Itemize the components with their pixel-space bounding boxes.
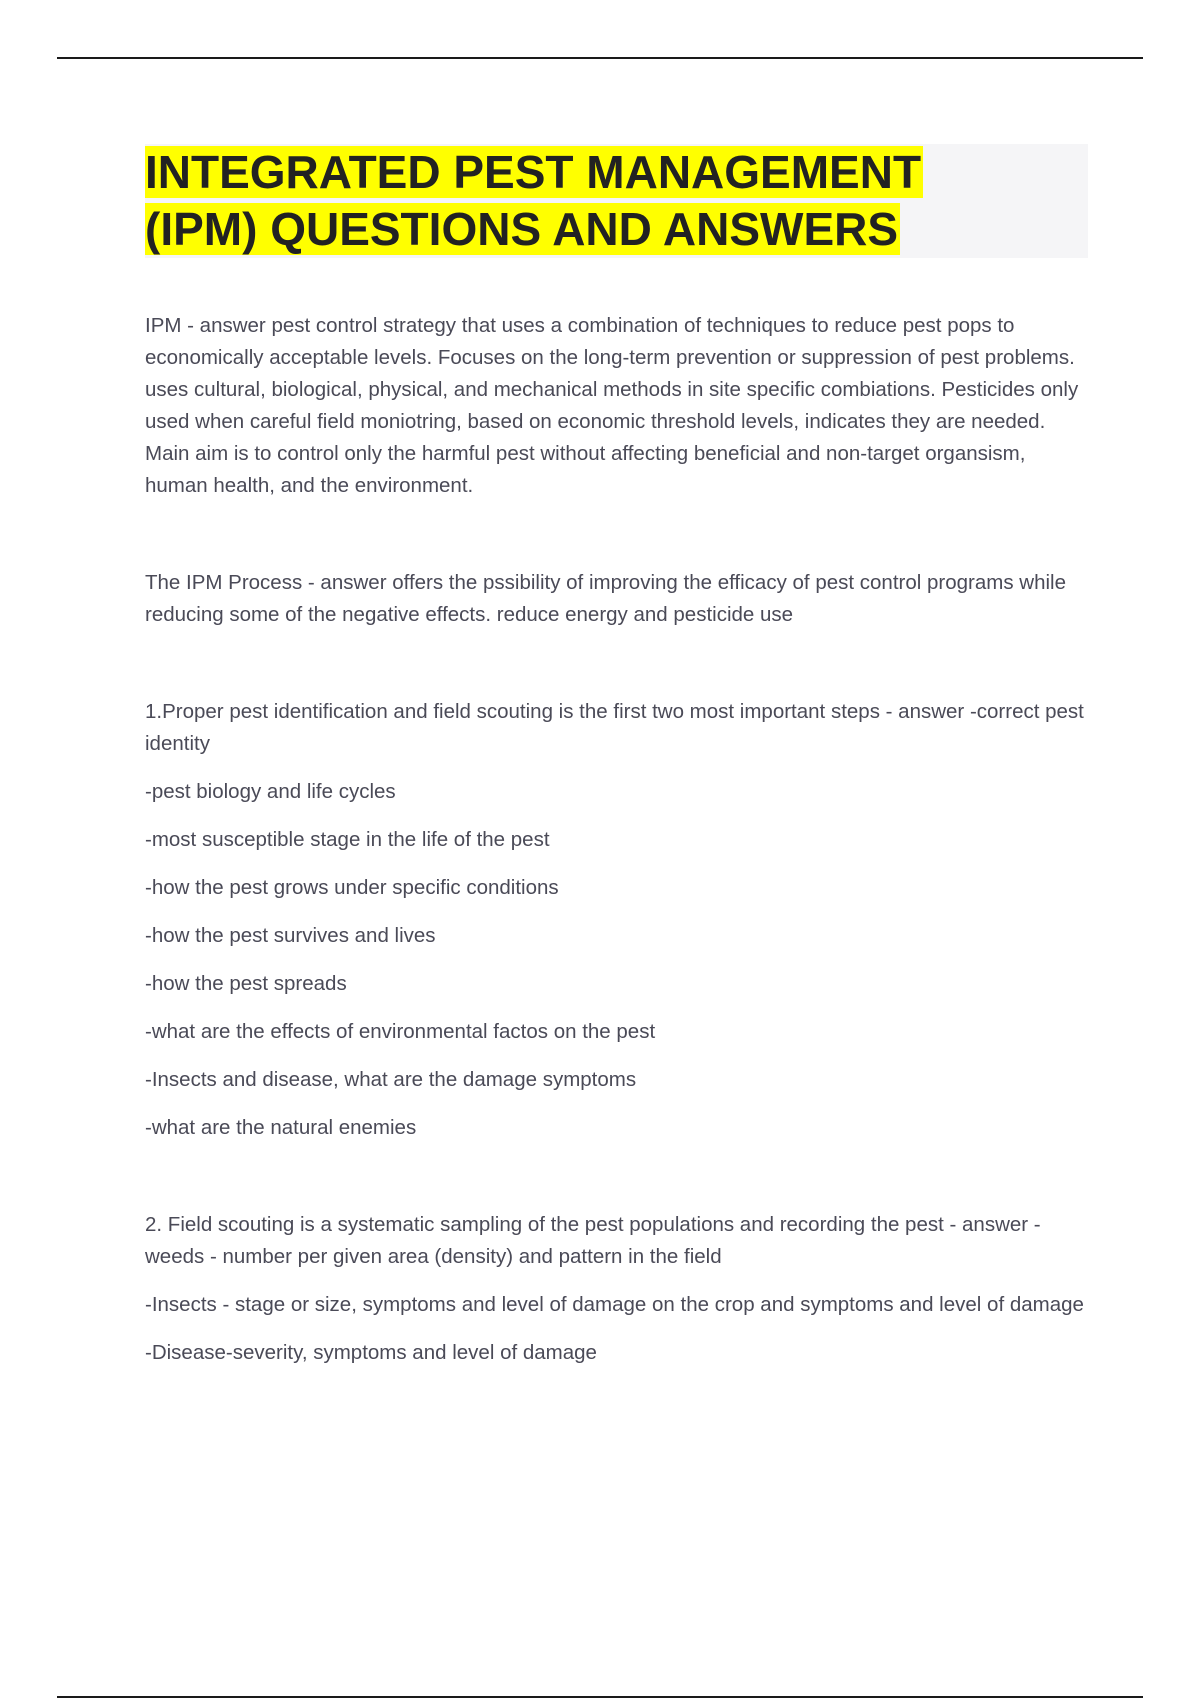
list-item: -Insects and disease, what are the damage symptoms: [145, 1068, 637, 1091]
list-item: -pest biology and life cycles: [145, 780, 396, 803]
list-item: -Disease-severity, symptoms and level of damage: [145, 1341, 597, 1364]
paragraph-ipm: IPM - answer pest control strategy that uses a combination of techniques to reduce pest pops to economically acceptable levels. Focuses on the long-term prevention or suppression of pest problems. uses cultural, biological, physical, and mechanical methods in site specific combiations. Pesticides only used when careful field moniotring, based on economic threshold levels, indicates they are needed. Main aim is to control only the harmful pest without affecting beneficial and non-target organsism, human health, and the environment.: [145, 314, 1079, 497]
list-item: -how the pest spreads: [145, 972, 347, 995]
title-line-2: (IPM) QUESTIONS AND ANSWERS: [145, 203, 899, 255]
list-item: -how the pest survives and lives: [145, 924, 436, 947]
paragraph-ipm-process: The IPM Process - answer offers the pssibility of improving the efficacy of pest control programs while reducing some of the negative effects. reduce energy and pesticide use: [145, 571, 1066, 626]
document-body: [145, 144, 1090, 1369]
list-item: -most susceptible stage in the life of the pest: [145, 828, 550, 851]
title-line-1: INTEGRATED PEST MANAGEMENT: [145, 146, 922, 198]
title-block: [145, 144, 1088, 258]
list-item: -how the pest grows under specific conditions: [145, 876, 559, 899]
list-item: -Insects - stage or size, symptoms and level of damage on the crop and symptoms and level of damage: [145, 1293, 1084, 1316]
top-rule: [57, 57, 1143, 59]
question-2: 2. Field scouting is a systematic sampling of the pest populations and recording the pest - answer -weeds - number per given area (density) and pattern in the field: [145, 1213, 1041, 1268]
list-item: -what are the natural enemies: [145, 1116, 417, 1139]
question-1: 1.Proper pest identification and field scouting is the first two most important steps - answer -correct pest identity: [145, 700, 1084, 755]
bottom-rule: [57, 1696, 1143, 1698]
document-title: [145, 144, 1088, 258]
list-item: -what are the effects of environmental factos on the pest: [145, 1020, 656, 1043]
